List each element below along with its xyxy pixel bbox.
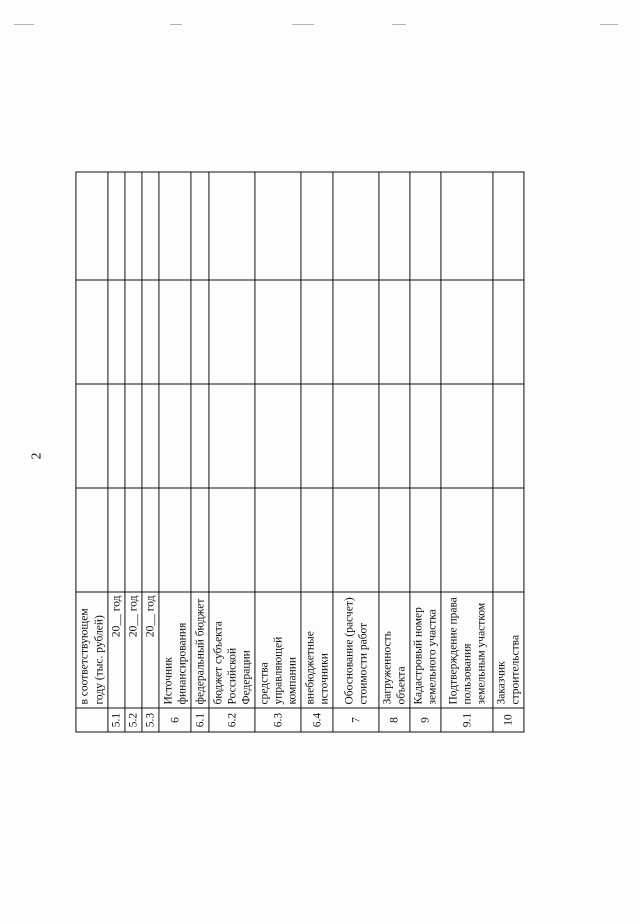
- table-cell: [410, 384, 441, 488]
- table-cell: [191, 280, 209, 384]
- table-row: [76, 172, 108, 732]
- table-cell: [379, 172, 410, 280]
- table-cell: [108, 172, 125, 280]
- scan-artifact: [14, 24, 34, 25]
- table-cell: [209, 488, 255, 592]
- row-number: 8: [379, 708, 410, 732]
- row-number: 6.1: [191, 708, 209, 732]
- table-cell: [125, 172, 142, 280]
- scan-artifact: [392, 24, 406, 25]
- row-label: Подтверждение права пользования земельным участком: [441, 592, 493, 708]
- table-cell: [159, 384, 191, 488]
- table-cell: [441, 488, 493, 592]
- table-cell: [379, 384, 410, 488]
- table-cell: [108, 280, 125, 384]
- row-label: Заказчик строительства: [493, 592, 524, 708]
- scan-artifact: [292, 24, 314, 25]
- table-cell: [333, 172, 379, 280]
- row-number: [76, 708, 108, 732]
- row-number: 6.4: [301, 708, 333, 732]
- row-label: Загруженность объекта: [379, 592, 410, 708]
- row-label: Источник финансирования: [159, 592, 191, 708]
- table-cell: [142, 384, 159, 488]
- row-label: средства управляющей компании: [255, 592, 301, 708]
- row-number: 5.3: [142, 708, 159, 732]
- table-cell: [493, 280, 524, 384]
- table-cell: [255, 172, 301, 280]
- table-row: [441, 172, 493, 732]
- table-row: [125, 172, 142, 732]
- table-cell: [76, 172, 108, 280]
- table-cell: [191, 488, 209, 592]
- table-cell: [333, 488, 379, 592]
- row-number: 5.1: [108, 708, 125, 732]
- table-row: [379, 172, 410, 732]
- row-number: 6: [159, 708, 191, 732]
- table-cell: [209, 280, 255, 384]
- table-cell: [125, 488, 142, 592]
- row-label: внебюджетные источники: [301, 592, 333, 708]
- table-row: [191, 172, 209, 732]
- page-number: 2: [29, 452, 45, 460]
- table-cell: [493, 488, 524, 592]
- row-label: 20__ год: [142, 592, 159, 708]
- table-cell: [333, 280, 379, 384]
- row-label: бюджет субъекта Российской Федерации: [209, 592, 255, 708]
- table-cell: [159, 172, 191, 280]
- table-cell: [191, 384, 209, 488]
- row-number: 10: [493, 708, 524, 732]
- row-number: 6.2: [209, 708, 255, 732]
- row-number: 9.1: [441, 708, 493, 732]
- table-row: [255, 172, 301, 732]
- table-cell: [301, 488, 333, 592]
- table-cell: [108, 384, 125, 488]
- table-cell: [410, 172, 441, 280]
- scan-artifact: [600, 24, 618, 25]
- row-label: Кадастровый номер земельного участка: [410, 592, 441, 708]
- table-cell: [159, 280, 191, 384]
- table-cell: [379, 280, 410, 384]
- table-cell: [379, 488, 410, 592]
- table-cell: [301, 280, 333, 384]
- table-cell: [76, 488, 108, 592]
- table-cell: [493, 384, 524, 488]
- table-cell: [333, 384, 379, 488]
- table-cell: [142, 488, 159, 592]
- table-cell: [191, 172, 209, 280]
- table-row: [159, 172, 191, 732]
- table-cell: [301, 172, 333, 280]
- table-row: [108, 172, 125, 732]
- row-label: в соответствующем году (тыс. рублей): [76, 592, 108, 708]
- table-cell: [159, 488, 191, 592]
- row-number: 9: [410, 708, 441, 732]
- table-cell: [255, 384, 301, 488]
- table-cell: [441, 280, 493, 384]
- row-label: Обоснование (расчет) стоимости работ: [333, 592, 379, 708]
- table-cell: [441, 172, 493, 280]
- table-row: [493, 172, 524, 732]
- table-cell: [76, 384, 108, 488]
- table-frame: [78, 172, 522, 732]
- table-cell: [301, 384, 333, 488]
- table-cell: [209, 172, 255, 280]
- row-number: 6.3: [255, 708, 301, 732]
- table-row: [410, 172, 441, 732]
- table-row: [333, 172, 379, 732]
- table-row: [209, 172, 255, 732]
- table-cell: [76, 280, 108, 384]
- table-cell: [255, 280, 301, 384]
- row-label: 20__ год: [125, 592, 142, 708]
- scan-artifact: [170, 24, 182, 25]
- table-cell: [209, 384, 255, 488]
- table-cell: [125, 280, 142, 384]
- row-label: 20__ год: [108, 592, 125, 708]
- row-label: федеральный бюджет: [191, 592, 209, 708]
- table-cell: [410, 280, 441, 384]
- table-cell: [125, 384, 142, 488]
- table-row: [301, 172, 333, 732]
- table-cell: [441, 384, 493, 488]
- table-cell: [142, 280, 159, 384]
- table-cell: [108, 488, 125, 592]
- form-table: [75, 172, 524, 733]
- row-number: 5.2: [125, 708, 142, 732]
- table-cell: [142, 172, 159, 280]
- row-number: 7: [333, 708, 379, 732]
- table-cell: [255, 488, 301, 592]
- table-cell: [493, 172, 524, 280]
- table-row: [142, 172, 159, 732]
- table-cell: [410, 488, 441, 592]
